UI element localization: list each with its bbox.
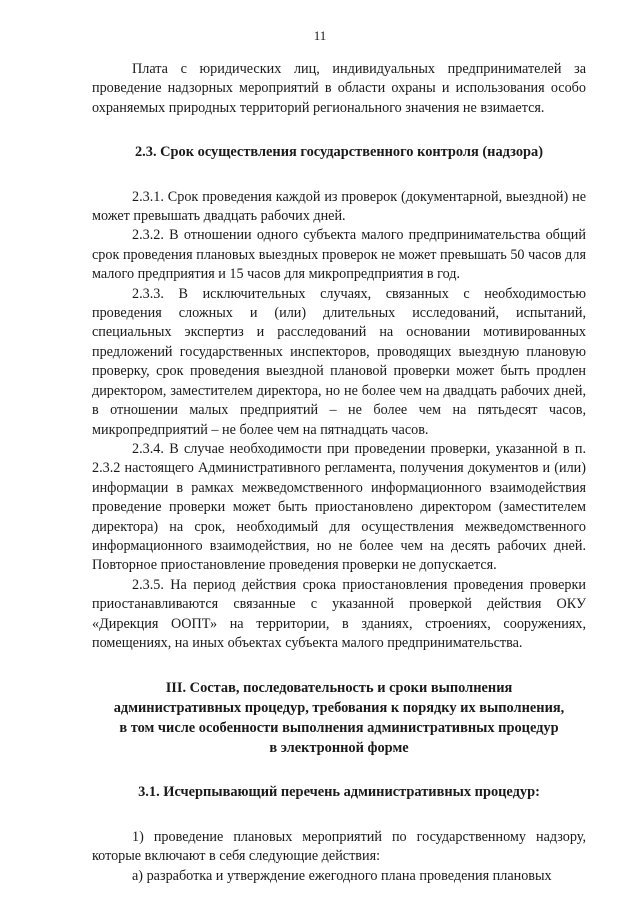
paragraph-3-1-item-1: 1) проведение плановых мероприятий по государственному надзору, которые включают в себя следующие действия: <box>92 828 586 865</box>
paragraph-2-3-5: 2.3.5. На период действия срока приостановления проведения проверки приостанавливаются связанные с указанной проверкой действия ОКУ «Дирекция ООПТ» на территории, в зданиях, строениях, сооружениях, помещениях, на иных объектах субъекта малого предпринимательства. <box>92 576 586 651</box>
chapter-3-heading-line: в электронной форме <box>269 740 409 757</box>
paragraph-2-3-2: 2.3.2. В отношении одного субъекта малого предпринимательства общий срок проведения плановых выездных проверок не может превышать 50 часов для малого предприятия и 15 часов для микропредприятия в год. <box>92 227 586 283</box>
chapter-3-heading-line: III. Состав, последовательность и сроки выполнения <box>165 680 513 697</box>
paragraph-3-1-item-a: а) разработка и утверждение ежегодного плана проведения плановых <box>132 867 552 884</box>
chapter-3-heading-line: административных процедур, требования к порядку их выполнения, <box>113 700 565 717</box>
page-number: 11 <box>313 28 327 43</box>
paragraph-2-3-4: 2.3.4. В случае необходимости при проведении проверки, указанной в п. 2.3.2 настоящего Административного регламента, получения документов и (или) информации в рамках межведомственного информационного взаимодействия проведение проверки может быть приостановлено директором (заместителем директора) на срок, необходимый для осуществления межведомственного информационного взаимодействия, но не более чем на десять рабочих дней. Повторное приостановление проведения проверки не допускается. <box>92 440 586 574</box>
document-body <box>92 60 586 886</box>
paragraph-2-3-1: 2.3.1. Срок проведения каждой из проверок (документарной, выездной) не может превышать двадцать рабочих дней. <box>92 188 586 225</box>
section-2-3-heading: 2.3. Срок осуществления государственного контроля (надзора) <box>134 144 544 161</box>
section-3-1-heading: 3.1. Исчерпывающий перечень административных процедур: <box>138 784 540 801</box>
paragraph-2-3-3: 2.3.3. В исключительных случаях, связанных с необходимостью проведения сложных и (или) длительных исследований, испытаний, специальных экспертиз и расследований на основании мотивированных предложений государственных инспекторов, проводящих выездную плановую проверку, срок проведения выездной плановой проверки может быть продлен директором, заместителем директора, но не более чем на двадцать рабочих дней, в отношении малых предприятий – не более чем на пятьдесят часов, микропредприятий – не более чем на пятнадцать часов. <box>92 285 586 438</box>
chapter-3-heading-line: в том числе особенности выполнения административных процедур <box>119 720 559 737</box>
chapter-3-heading <box>92 678 586 758</box>
intro-paragraph: Плата с юридических лиц, индивидуальных предпринимателей за проведение надзорных мероприятий в области охраны и использования особо охраняемых природных территорий регионального значения не взимается. <box>92 61 586 116</box>
